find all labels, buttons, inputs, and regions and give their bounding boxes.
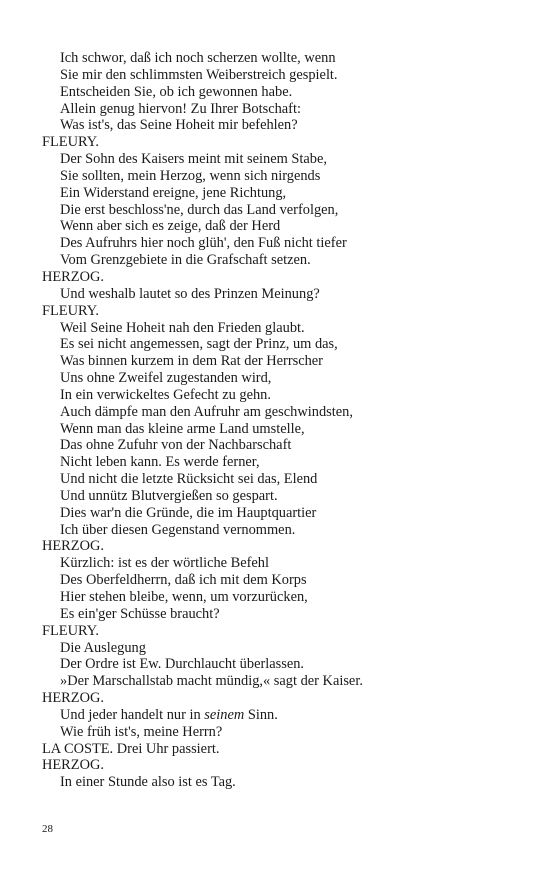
- speaker-line: FLEURY.: [42, 302, 99, 319]
- page-number: 28: [42, 823, 53, 835]
- verse-line: In ein verwickeltes Gefecht zu gehn.: [60, 386, 271, 403]
- verse-line: [42, 707, 532, 724]
- verse-line: Was binnen kurzem in dem Rat der Herrscher: [60, 353, 323, 370]
- verse-line: Wenn aber sich es zeige, daß der Herd: [60, 218, 281, 235]
- verse-line: Wenn man das kleine arme Land umstelle,: [60, 420, 305, 437]
- verse-line: Ich schwor, daß ich noch scherzen wollte, wenn: [60, 50, 336, 66]
- verse-line: Der Sohn des Kaisers meint mit seinem Stabe,: [60, 151, 327, 168]
- verse-line: Des Oberfeldherrn, daß ich mit dem Korps: [60, 572, 307, 589]
- speaker-line: HERZOG.: [42, 690, 104, 707]
- verse-line: »Der Marschallstab macht mündig,« sagt der Kaiser.: [60, 673, 363, 690]
- verse-line: Wie früh ist's, meine Herrn?: [60, 723, 223, 740]
- speaker-line: HERZOG.: [42, 757, 104, 774]
- verse-text: Sinn.: [244, 706, 278, 723]
- speaker-line: HERZOG.: [42, 538, 104, 555]
- verse-line: Allein genug hiervon! Zu Ihrer Botschaft:: [60, 100, 301, 117]
- verse-line: Weil Seine Hoheit nah den Frieden glaubt.: [60, 319, 305, 336]
- verse-line: Das ohne Zufuhr von der Nachbarschaft: [60, 437, 292, 454]
- verse-line: Was ist's, das Seine Hoheit mir befehlen?: [60, 117, 298, 134]
- drama-text: [42, 50, 532, 791]
- verse-line: Es ein'ger Schüsse braucht?: [60, 605, 220, 622]
- verse-line: Sie mir den schlimmsten Weiberstreich gespielt.: [60, 66, 338, 83]
- verse-line: Vom Grenzgebiete in die Grafschaft setzen.: [60, 252, 311, 269]
- verse-line: Und unnütz Blutvergießen so gespart.: [60, 487, 278, 504]
- verse-line: Nicht leben kann. Es werde ferner,: [60, 454, 260, 471]
- verse-line: Ein Widerstand ereigne, jene Richtung,: [60, 184, 287, 201]
- verse-line: Und weshalb lautet so des Prinzen Meinung?: [60, 285, 320, 302]
- verse-line: Auch dämpfe man den Aufruhr am geschwindsten,: [60, 403, 353, 420]
- verse-line: Die erst beschloss'ne, durch das Land verfolgen,: [60, 201, 339, 218]
- emphasized-word: seinem: [204, 706, 245, 723]
- verse-line: Und nicht die letzte Rücksicht sei das, Elend: [60, 471, 318, 488]
- verse-line: Hier stehen bleibe, wenn, um vorzurücken,: [60, 589, 308, 605]
- speaker-line: LA COSTE. Drei Uhr passiert.: [42, 740, 220, 757]
- verse-line: Es sei nicht angemessen, sagt der Prinz, um das,: [60, 336, 338, 353]
- verse-line: Ich über diesen Gegenstand vernommen.: [60, 521, 296, 538]
- verse-line: Sie sollten, mein Herzog, wenn sich nirgends: [60, 167, 321, 184]
- speaker-line: FLEURY.: [42, 134, 99, 151]
- speaker-line: FLEURY.: [42, 622, 99, 639]
- verse-line: Kürzlich: ist es der wörtliche Befehl: [60, 555, 269, 572]
- verse-line: Dies war'n die Gründe, die im Hauptquartier: [60, 504, 317, 521]
- verse-line: In einer Stunde also ist es Tag.: [60, 774, 236, 791]
- verse-line: Die Auslegung: [60, 639, 146, 656]
- verse-line: Der Ordre ist Ew. Durchlaucht überlassen.: [60, 656, 305, 673]
- verse-line: Uns ohne Zweifel zugestanden wird,: [60, 370, 272, 387]
- verse-text: Und jeder handelt nur in: [60, 706, 205, 723]
- verse-line: Des Aufruhrs hier noch glüh', den Fuß nicht tiefer: [60, 235, 347, 252]
- speaker-line: HERZOG.: [42, 268, 104, 285]
- verse-line: Entscheiden Sie, ob ich gewonnen habe.: [60, 83, 293, 100]
